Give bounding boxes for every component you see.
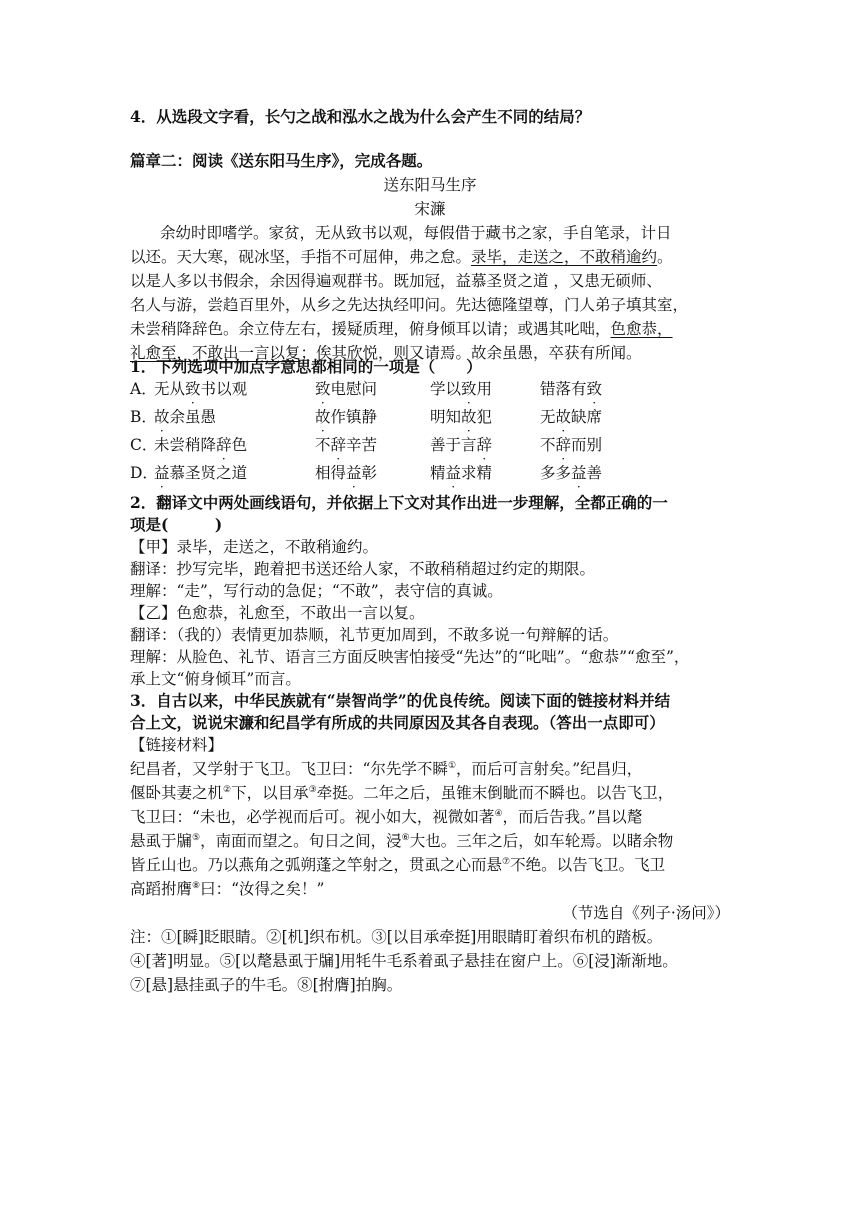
source-note: （节选自《列子·汤问》） — [562, 904, 730, 922]
q1-option-phrase: 错落有致 — [540, 380, 603, 398]
q1-option-phrase: 不辞辛苦 — [315, 436, 378, 454]
question-2-stem: 项是( ) — [130, 515, 223, 534]
passage-author: 宋濂 — [414, 200, 446, 218]
q1-option-phrase: 多多益善 — [540, 464, 603, 482]
material-line: 飞卫曰：“未也，必学视而后可。视小如大，视微如著④，而后告我。”昌以氂 — [130, 808, 643, 826]
q1-option-phrase: 精益求精 — [430, 464, 493, 482]
q1-option-phrase: 无故缺席 — [540, 408, 603, 426]
q2-option-b-understanding: 理解：从脸色、礼节、语言三方面反映害怕接受“先达”的“叱咄”。“愈恭”“愈至”， — [130, 648, 690, 666]
question-3-stem: 3．自古以来，中华民族就有“崇智尚学”的优良传统。阅读下面的链接材料并结 — [130, 691, 671, 710]
underlined-sentence-a: 录毕，走送之，不敢稍逾约 — [471, 248, 658, 266]
material-line: 悬虱于牖⑤，南面而望之。旬日之间，浸⑥大也。三年之后，如车轮焉。以睹余物 — [130, 832, 674, 850]
q1-option-phrase: 不辞而别 — [540, 436, 603, 454]
section-title: 篇章二：阅读《送东阳马生序》，完成各题。 — [130, 151, 433, 170]
q2-option-a-translation: 翻译：抄写完毕，跑着把书送还给人家，不敢稍稍超过约定的期限。 — [130, 560, 596, 578]
passage-title: 送东阳马生序 — [383, 176, 477, 194]
q1-option-phrase: 善于言辞 — [430, 436, 493, 454]
material-line: 皆丘山也。乃以燕角之弧朔蓬之竿射之，贯虱之心而悬⑦不绝。以告飞卫。飞卫 — [130, 856, 666, 874]
q1-option-phrase: 无从致书以观 — [154, 380, 248, 398]
q1-option-phrase: 学以致用 — [430, 380, 493, 398]
q2-option-a-understanding: 理解：“走”，写行动的急促；“不敢”，表守信的真诚。 — [130, 582, 503, 600]
passage-line: 礼愈至，不敢出一言以复；俟其欣悦，则又请焉。故余虽愚，卒获有所闻。 — [130, 344, 642, 362]
passage-line: 以还。天大寒，砚冰坚，手指不可屈伸，弗之怠。录毕，走送之，不敢稍逾约。 — [130, 248, 673, 266]
q1-option-phrase: 相得益彰 — [315, 464, 378, 482]
link-material-title: 【链接材料】 — [130, 736, 224, 754]
passage-line: 以是人多以书假余，余因得遍观群书。既加冠，益慕圣贤之道 ，又患无硕师、 — [130, 272, 662, 290]
underlined-sentence-b: 礼愈至，不敢出一言以复 — [130, 344, 301, 362]
q1-option-phrase: 明知故犯 — [430, 408, 493, 426]
passage-line: 余幼时即嗜学。家贫，无从致书以观，每假借于藏书之家，手自笔录，计日 — [160, 224, 672, 242]
q1-option-label: A． — [130, 380, 157, 398]
q1-option-phrase: 益慕圣贤之道 — [154, 464, 248, 482]
q1-option-phrase: 故作镇静 — [315, 408, 378, 426]
q2-option-b-understanding: 承上文“俯身倾耳”而言。 — [130, 670, 301, 688]
q1-option-label: B． — [130, 408, 157, 426]
question-2-stem: 2．翻译文中两处画线语句，并依据上下文对其作出进一步理解，全都正确的一 — [130, 493, 668, 512]
q1-option-label: D． — [130, 464, 158, 482]
passage-line: 未尝稍降辞色。余立侍左右，援疑质理，俯身倾耳以请；或遇其叱咄，色愈恭， — [130, 320, 673, 338]
q1-option-label: C． — [130, 436, 158, 454]
question-1-stem: 1．下列选项中加点字意思都相同的一项是（ ） — [130, 357, 482, 376]
q1-option-phrase: 致电慰问 — [315, 380, 378, 398]
q1-option-phrase: 未尝稍降辞色 — [154, 436, 248, 454]
material-line: 偃卧其妻之机②下，以目承③牵挺。二年之后，虽锥末倒眦而不瞬也。以告飞卫， — [130, 784, 674, 802]
q2-option-b-translation: 翻译：（我的）表情更加恭顺，礼节更加周到，不敢多说一句辩解的话。 — [130, 626, 619, 644]
footnotes: 注：①[瞬]眨眼睛。②[机]织布机。③[以目承牵挺]用眼睛盯着织布机的踏板。 — [130, 928, 663, 946]
passage-line: 名人与游，尝趋百里外，从乡之先达执经叩问。先达德隆望尊，门人弟子填其室， — [130, 296, 689, 314]
material-line: 高蹈拊膺⑧曰：“汝得之矣！” — [130, 880, 325, 898]
material-line: 纪昌者，又学射于飞卫。飞卫曰：“尔先学不瞬①，而后可言射矣。”纪昌归， — [130, 760, 643, 778]
underlined-sentence-b: 色愈恭， — [610, 320, 673, 338]
q2-option-a: 【甲】录毕，走送之，不敢稍逾约。 — [130, 538, 379, 556]
footnotes: ⑦[悬]悬挂虱子的牛毛。⑧[拊膺]拍胸。 — [130, 976, 403, 994]
question-4-prev: 4．从选段文字看，长勺之战和泓水之战为什么会产生不同的结局？ — [130, 107, 591, 126]
question-3-stem: 合上文，说说宋濂和纪昌学有所成的共同原因及其各自表现。（答出一点即可） — [130, 713, 665, 732]
q1-option-phrase: 故余虽愚 — [154, 408, 217, 426]
footnotes: ④[著]明显。⑤[以氂悬虱于牖]用牦牛毛系着虱子悬挂在窗户上。⑥[浸]渐渐地。 — [130, 952, 678, 970]
q2-option-b: 【乙】色愈恭，礼愈至，不敢出一言以复。 — [130, 604, 425, 622]
